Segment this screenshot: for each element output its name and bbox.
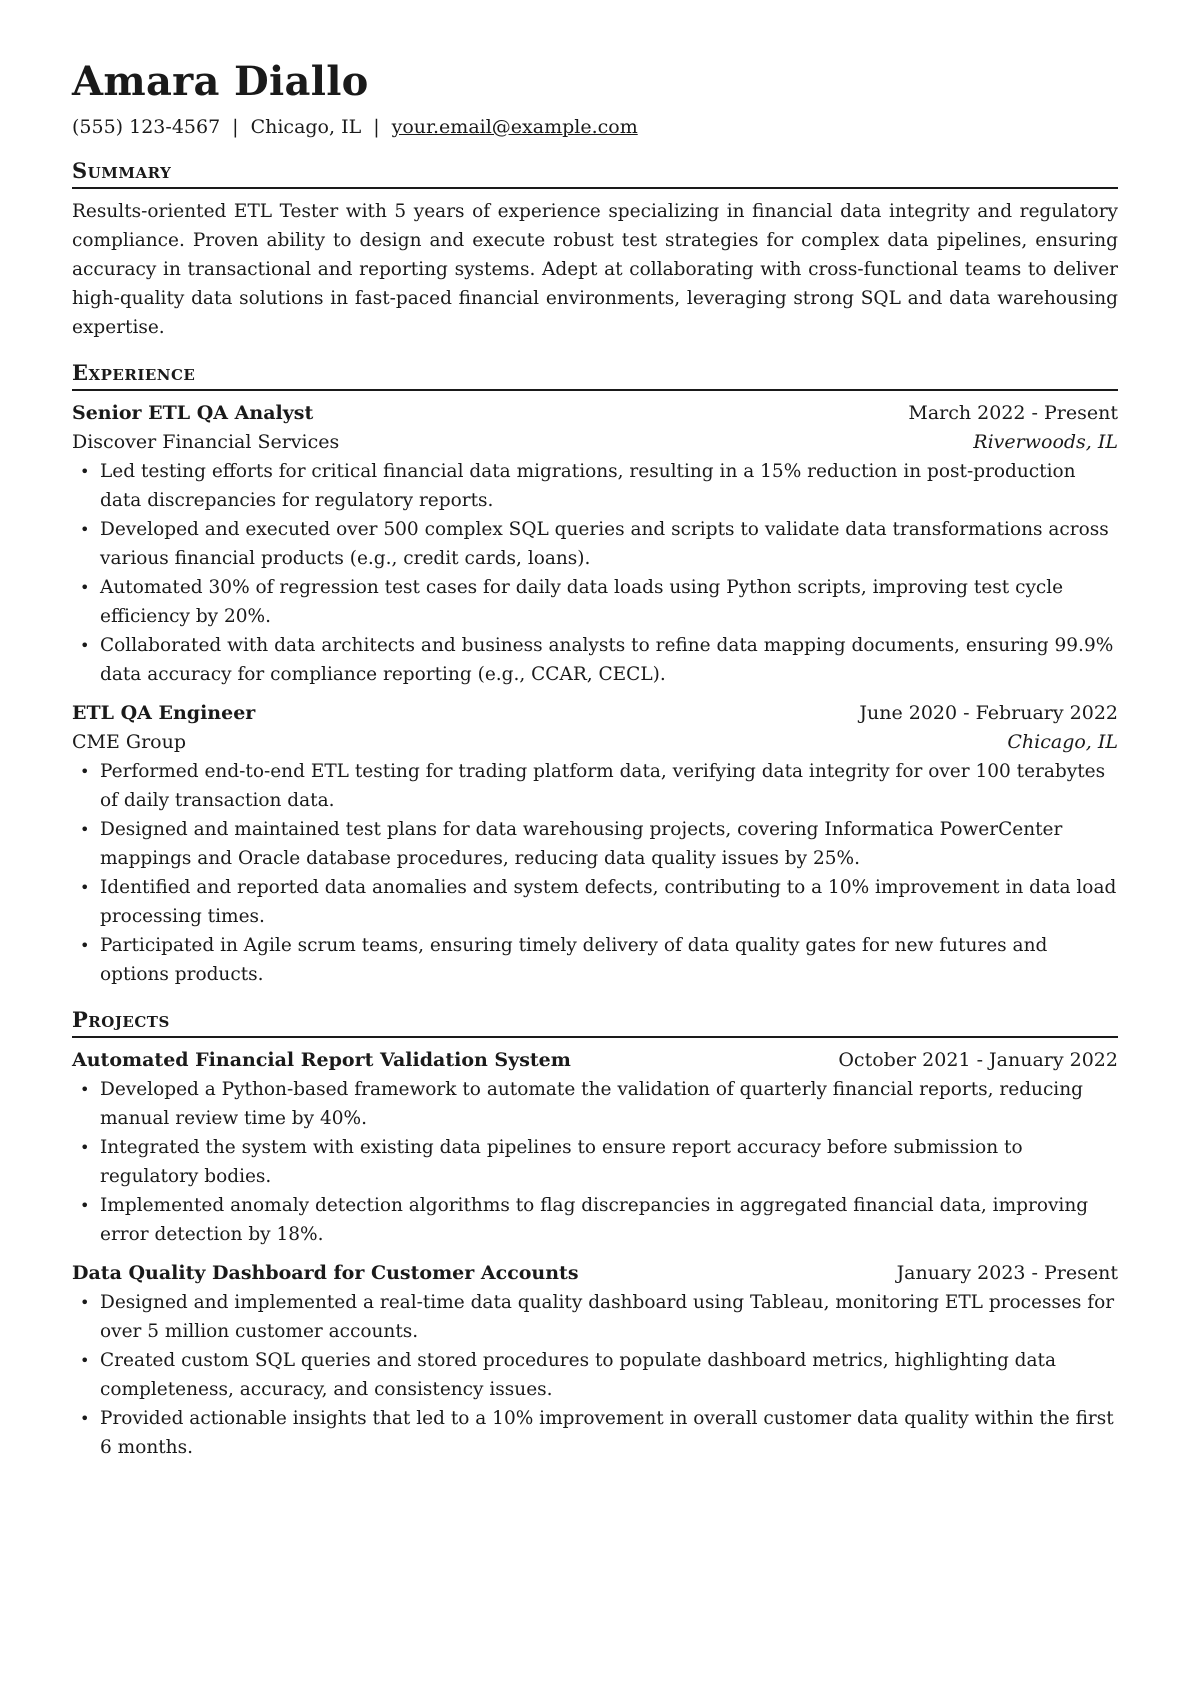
project-dates: January 2023 - Present xyxy=(896,1262,1118,1284)
bullet-text: Led testing efforts for critical financial data migrations, resulting in a 15% reduction in post-production data discrepancies for regulatory reports. xyxy=(100,461,1076,511)
summary-paragraph: Results-oriented ETL Tester with 5 years of experience specializing in financial data integrity and regulatory compliance. Proven ability to design and execute robust test strategies for complex data pipelines, ensuring accuracy in transactional and reporting systems. Adept at collaborating with cross-functional teams to deliver high-quality data solutions in fast-paced financial environments, leveraging strong SQL and data warehousing expertise. xyxy=(72,201,1118,338)
company-name: Discover Financial Services xyxy=(72,431,340,453)
entry-header xyxy=(72,1259,1118,1288)
entry-subheader xyxy=(72,728,1118,757)
contact-separator: | xyxy=(232,116,239,138)
list-item xyxy=(72,931,1118,989)
bullet-text: Developed and executed over 500 complex SQL queries and scripts to validate data transformations across various financial products (e.g., credit cards, loans). xyxy=(100,519,1109,569)
job-location: Chicago, IL xyxy=(1007,731,1118,753)
list-item xyxy=(72,631,1118,689)
bullet-icon: • xyxy=(80,1409,90,1428)
section-title-summary: Summary xyxy=(72,158,1118,189)
bullet-text: Designed and maintained test plans for data warehousing projects, covering Informatica PowerCenter mappings and Oracle database procedures, reducing data quality issues by 25%. xyxy=(100,819,1063,869)
project-name: Data Quality Dashboard for Customer Accounts xyxy=(72,1262,579,1284)
job-title: ETL QA Engineer xyxy=(72,702,256,724)
contact-line xyxy=(72,114,1118,140)
job-title: Senior ETL QA Analyst xyxy=(72,402,314,424)
bullet-text: Identified and reported data anomalies and system defects, contributing to a 10% improvement in data load processing times. xyxy=(100,877,1117,927)
bullet-icon: • xyxy=(80,1351,90,1370)
bullet-list xyxy=(72,757,1118,989)
section-title-experience: Experience xyxy=(72,360,1118,391)
list-item xyxy=(72,457,1118,515)
list-item xyxy=(72,815,1118,873)
bullet-icon: • xyxy=(80,936,90,955)
phone-number: (555) 123-4567 xyxy=(72,116,221,138)
bullet-text: Developed a Python-based framework to automate the validation of quarterly financial reports, reducing manual review time by 40%. xyxy=(100,1079,1083,1129)
list-item xyxy=(72,873,1118,931)
bullet-icon: • xyxy=(80,762,90,781)
list-item xyxy=(72,1075,1118,1133)
entry-header xyxy=(72,1046,1118,1075)
entry-subheader xyxy=(72,428,1118,457)
location-text: Chicago, IL xyxy=(250,116,362,138)
bullet-text: Created custom SQL queries and stored procedures to populate dashboard metrics, highlighting data completeness, accuracy, and consistency issues. xyxy=(100,1350,1057,1400)
list-item xyxy=(72,1133,1118,1191)
bullet-text: Designed and implemented a real-time data quality dashboard using Tableau, monitoring ETL processes for over 5 million customer accounts. xyxy=(100,1292,1115,1342)
bullet-list xyxy=(72,1288,1118,1462)
list-item xyxy=(72,573,1118,631)
bullet-icon: • xyxy=(80,878,90,897)
list-item xyxy=(72,1288,1118,1346)
contact-separator: | xyxy=(373,116,380,138)
list-item xyxy=(72,1346,1118,1404)
bullet-icon: • xyxy=(80,1196,90,1215)
bullet-icon: • xyxy=(80,1080,90,1099)
entry-header xyxy=(72,399,1118,428)
list-item xyxy=(72,515,1118,573)
project-dates: October 2021 - January 2022 xyxy=(838,1049,1118,1071)
list-item xyxy=(72,1404,1118,1462)
job-dates: March 2022 - Present xyxy=(908,402,1118,424)
email-link[interactable]: your.email@example.com xyxy=(391,116,638,138)
project-entry xyxy=(72,1046,1118,1249)
list-item xyxy=(72,1191,1118,1249)
company-name: CME Group xyxy=(72,731,186,753)
bullet-icon: • xyxy=(80,636,90,655)
job-dates: June 2020 - February 2022 xyxy=(859,702,1118,724)
bullet-text: Participated in Agile scrum teams, ensuring timely delivery of data quality gates for new futures and options products. xyxy=(100,935,1048,985)
bullet-icon: • xyxy=(80,578,90,597)
bullet-icon: • xyxy=(80,1138,90,1157)
entry-header xyxy=(72,699,1118,728)
project-entry xyxy=(72,1259,1118,1462)
bullet-text: Integrated the system with existing data pipelines to ensure report accuracy before submission to regulatory bodies. xyxy=(100,1137,1023,1187)
bullet-text: Provided actionable insights that led to a 10% improvement in overall customer data quality within the first 6 months. xyxy=(100,1408,1114,1458)
list-item xyxy=(72,757,1118,815)
bullet-text: Collaborated with data architects and business analysts to refine data mapping documents, ensuring 99.9% data accuracy for compliance reporting (e.g., CCAR, CECL). xyxy=(100,635,1114,685)
bullet-text: Implemented anomaly detection algorithms to flag discrepancies in aggregated financial data, improving error detection by 18%. xyxy=(100,1195,1089,1245)
experience-entry xyxy=(72,699,1118,989)
bullet-text: Performed end-to-end ETL testing for trading platform data, verifying data integrity for over 100 terabytes of daily transaction data. xyxy=(100,761,1106,811)
bullet-icon: • xyxy=(80,462,90,481)
bullet-icon: • xyxy=(80,1293,90,1312)
bullet-icon: • xyxy=(80,520,90,539)
experience-entry xyxy=(72,399,1118,689)
bullet-list xyxy=(72,457,1118,689)
section-title-projects: Projects xyxy=(72,1007,1118,1038)
project-name: Automated Financial Report Validation System xyxy=(72,1049,571,1071)
bullet-icon: • xyxy=(80,820,90,839)
job-location: Riverwoods, IL xyxy=(973,431,1118,453)
candidate-name: Amara Diallo xyxy=(72,58,369,105)
bullet-list xyxy=(72,1075,1118,1249)
bullet-text: Automated 30% of regression test cases for daily data loads using Python scripts, improving test cycle efficiency by 20%. xyxy=(100,577,1064,627)
